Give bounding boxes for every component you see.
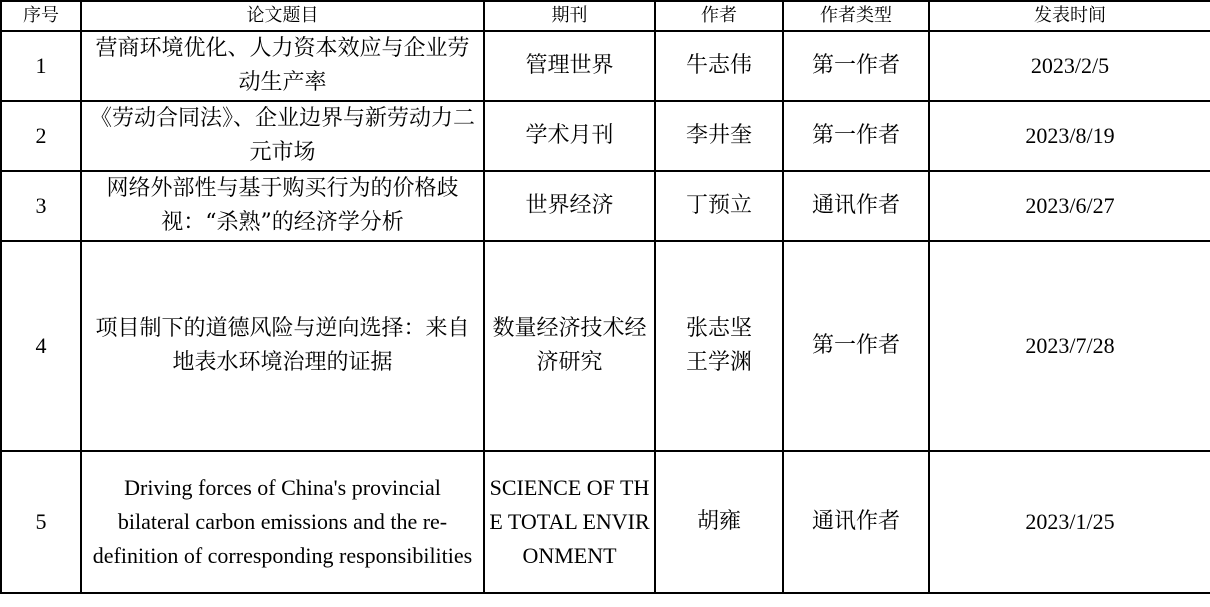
author-name: 王学渊 [685, 350, 752, 375]
publish-date: 2023/8/19 [929, 101, 1210, 171]
author-name: 丁预立 [685, 193, 752, 218]
author-names [655, 171, 783, 241]
header-author-type: 作者类型 [783, 1, 929, 31]
paper-title: 网络外部性与基于购买行为的价格歧视：“杀熟”的经济学分析 [81, 171, 484, 241]
paper-title: 营商环境优化、人力资本效应与企业劳动生产率 [81, 31, 484, 101]
paper-title: 《劳动合同法》、企业边界与新劳动力二元市场 [81, 101, 484, 171]
header-journal: 期刊 [484, 1, 655, 31]
author-names [655, 101, 783, 171]
author-name: 牛志伟 [685, 53, 752, 78]
table-row [1, 451, 1210, 593]
author-names [655, 31, 783, 101]
journal-name: SCIENCE OF THE TOTAL ENVIRONMENT [484, 451, 655, 593]
header-date: 发表时间 [929, 1, 1210, 31]
table-row [1, 171, 1210, 241]
table-body [1, 31, 1210, 593]
row-index: 2 [1, 101, 81, 171]
journal-name: 管理世界 [484, 31, 655, 101]
author-names [655, 451, 783, 593]
row-index: 1 [1, 31, 81, 101]
author-type: 通讯作者 [783, 451, 929, 593]
publish-date: 2023/7/28 [929, 241, 1210, 451]
author-type: 通讯作者 [783, 171, 929, 241]
author-type: 第一作者 [783, 101, 929, 171]
header-index: 序号 [1, 1, 81, 31]
header-author: 作者 [655, 1, 783, 31]
paper-title: 项目制下的道德风险与逆向选择：来自地表水环境治理的证据 [81, 241, 484, 451]
table-row [1, 241, 1210, 451]
author-name: 胡雍 [696, 509, 741, 534]
author-name: 张志坚 [685, 316, 752, 341]
journal-name: 世界经济 [484, 171, 655, 241]
journal-name: 数量经济技术经济研究 [484, 241, 655, 451]
publish-date: 2023/2/5 [929, 31, 1210, 101]
row-index: 4 [1, 241, 81, 451]
row-index: 3 [1, 171, 81, 241]
author-type: 第一作者 [783, 31, 929, 101]
journal-name: 学术月刊 [484, 101, 655, 171]
table-row [1, 101, 1210, 171]
publish-date: 2023/1/25 [929, 451, 1210, 593]
header-title: 论文题目 [81, 1, 484, 31]
table-row [1, 31, 1210, 101]
author-name: 李井奎 [685, 123, 752, 148]
author-type: 第一作者 [783, 241, 929, 451]
publish-date: 2023/6/27 [929, 171, 1210, 241]
author-names [655, 241, 783, 451]
paper-title: Driving forces of China's provincial bilateral carbon emissions and the re-definition of corresponding responsibilities [81, 451, 484, 593]
header-row [1, 1, 1210, 31]
table-header [1, 1, 1210, 31]
row-index: 5 [1, 451, 81, 593]
